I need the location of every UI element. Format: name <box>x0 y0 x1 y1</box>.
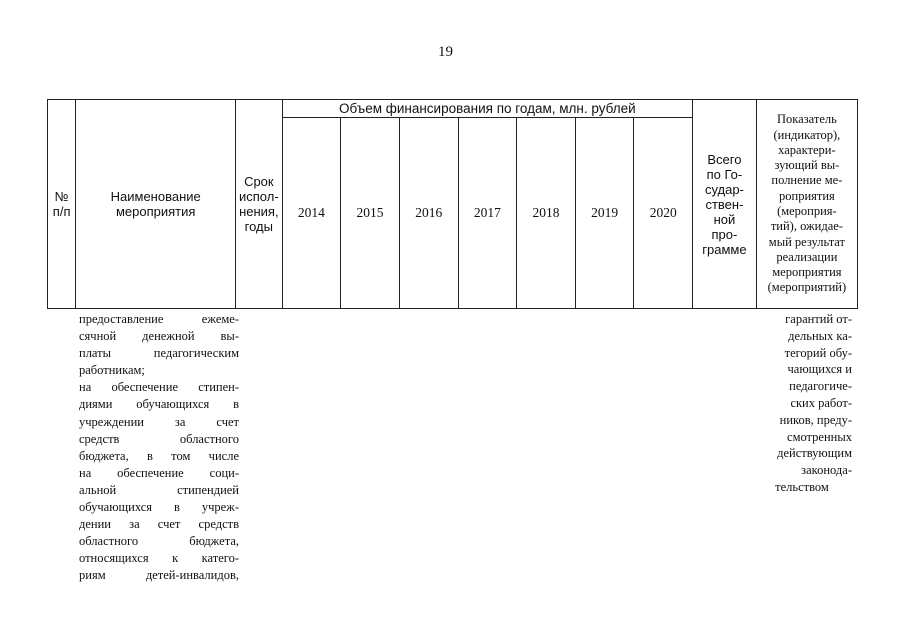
measure-description-line: областного бюджета, <box>79 534 239 549</box>
header-indicator-line: Показатель <box>776 112 837 127</box>
header-total-cell <box>693 100 757 309</box>
page-number: 19 <box>438 44 453 60</box>
header-total-line: ствен- <box>705 196 744 212</box>
header-term-cell <box>236 100 283 309</box>
header-total-line: ной <box>713 211 736 227</box>
header-indicator-line: зующий вы- <box>774 158 840 173</box>
header-indicator-line: мый результат <box>768 234 845 249</box>
header-name-line: мероприятия <box>115 204 196 219</box>
header-total-line: по Го- <box>706 166 743 182</box>
measure-description-line: обучающихся в учреж- <box>79 500 239 515</box>
header-total-line: грамме <box>702 241 747 257</box>
measure-description-line: диями обучающихся в <box>79 397 239 412</box>
header-indicator-line: реализации <box>776 249 838 264</box>
measure-description-line: относящихся к катего- <box>79 551 239 566</box>
header-table <box>47 99 858 309</box>
measure-description-line: на обеспечение соци- <box>79 465 239 480</box>
measure-description-line: учреждении за счет <box>79 414 239 429</box>
measure-description-line: альной стипендией <box>79 482 239 497</box>
header-year-2018: 2018 <box>517 118 576 309</box>
header-year-2020: 2020 <box>634 118 693 309</box>
indicator-description-line: гарантий от- <box>785 312 852 326</box>
header-indicator-line: полнение ме- <box>771 173 843 188</box>
header-indicator-cell <box>756 100 857 309</box>
measure-description-line: средств областного <box>79 431 239 446</box>
header-name-cell <box>76 100 236 309</box>
measure-description-line: предоставление ежеме- <box>79 312 239 326</box>
indicator-description-line: законода- <box>801 463 852 478</box>
header-term-line: нения, <box>239 204 279 219</box>
indicator-description-line: тельством <box>775 479 829 494</box>
indicator-description-text <box>752 311 852 496</box>
header-indicator-line: характери- <box>778 142 836 157</box>
indicator-description-line: действующим <box>777 446 852 461</box>
header-num-line: п/п <box>52 204 71 219</box>
header-year-2016: 2016 <box>399 118 458 309</box>
header-indicator-line: мероприятия <box>772 265 842 280</box>
header-num-cell <box>48 100 76 309</box>
header-term-line: годы <box>244 219 273 234</box>
indicator-description-line: дельных ка- <box>788 328 852 343</box>
measure-description-text <box>79 311 239 585</box>
header-year-2017: 2017 <box>458 118 517 309</box>
header-indicator-line: (мероприятий) <box>767 280 847 295</box>
measure-description-line: риям детей-инвалидов, <box>79 568 239 583</box>
measure-description-line: дении за счет средств <box>79 517 239 532</box>
indicator-description-line: ников, преду- <box>779 412 852 427</box>
header-term-line: испол- <box>239 189 279 204</box>
header-term-line: Срок <box>244 174 274 189</box>
header-volume-label: Объем финансирования по годам, млн. рублей <box>282 100 693 118</box>
measure-description-line: бюджета, в том числе <box>79 448 239 463</box>
header-total-line: судар- <box>704 181 744 197</box>
indicator-description-line: смотренных <box>787 429 852 444</box>
measure-description-line: платы педагогическим <box>79 346 239 361</box>
header-indicator-line: (индикатор), <box>773 127 841 142</box>
header-year-2014: 2014 <box>282 118 341 309</box>
header-indicator-line: тий), ожидае- <box>770 219 843 234</box>
header-indicator-line: (мероприя- <box>777 204 837 218</box>
header-year-2019: 2019 <box>575 118 634 309</box>
header-year-2015: 2015 <box>341 118 400 309</box>
indicator-description-line: ских работ- <box>790 395 852 410</box>
measure-description-line: работникам; <box>79 363 145 378</box>
indicator-description-line: чающихся и <box>787 362 852 377</box>
header-name-line: Наименование <box>110 189 201 204</box>
measure-description-line: на обеспечение стипен- <box>79 380 239 395</box>
header-num-line: № <box>54 189 69 204</box>
header-indicator-line: роприятия <box>779 188 835 203</box>
indicator-description-line: педагогиче- <box>789 379 852 394</box>
header-total-line: про- <box>711 226 738 242</box>
indicator-description-line: тегорий обу- <box>784 345 852 360</box>
header-total-line: Всего <box>707 151 742 167</box>
measure-description-line: сячной денежной вы- <box>79 329 239 344</box>
